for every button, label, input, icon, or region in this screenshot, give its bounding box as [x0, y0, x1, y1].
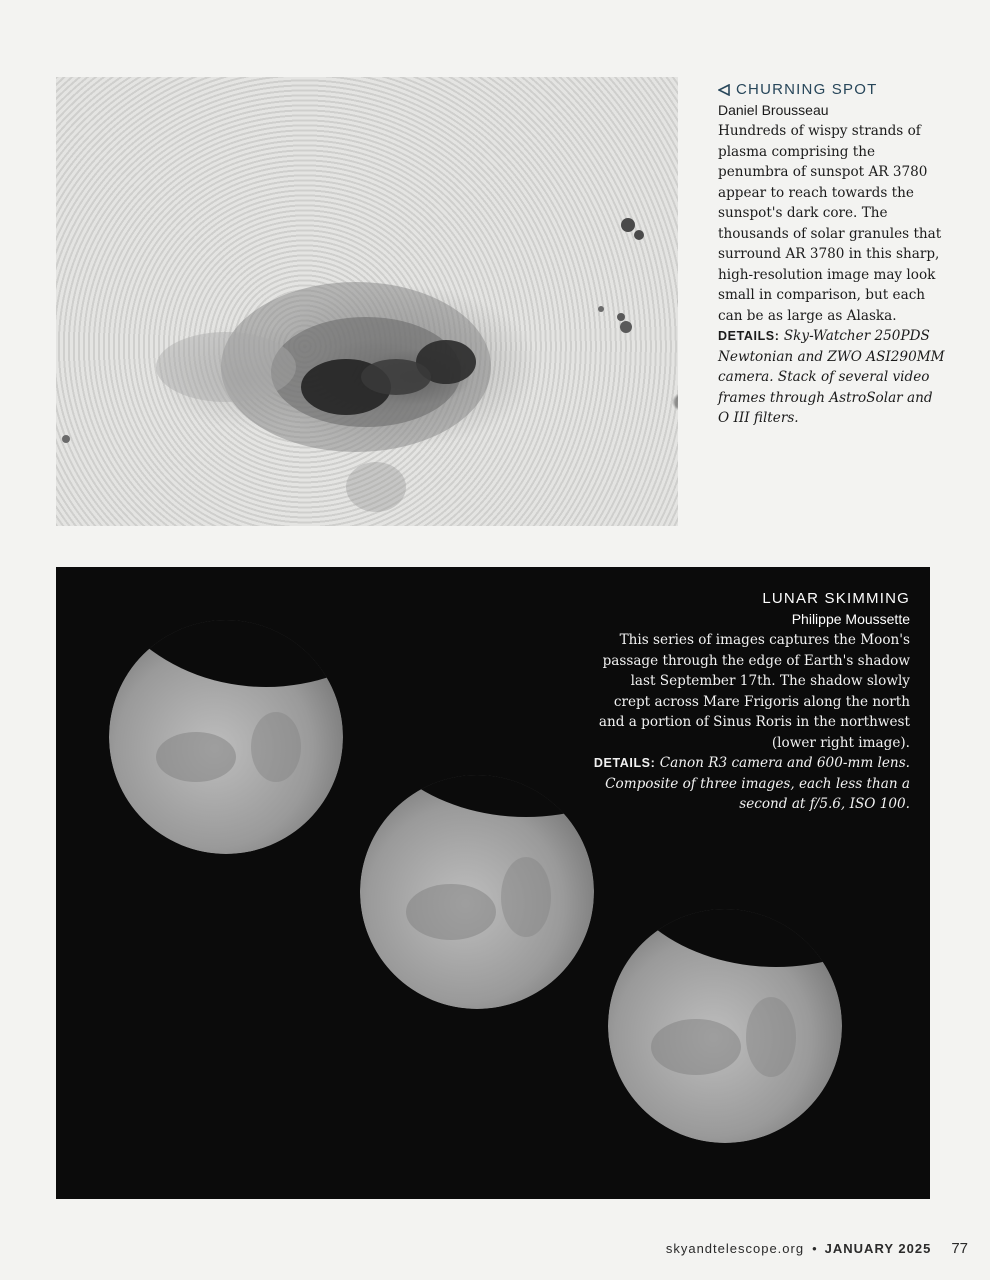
page-number: 77: [951, 1240, 968, 1257]
lunar-skimming-title: LUNAR SKIMMING: [762, 590, 910, 607]
left-triangle-icon: [718, 84, 730, 96]
sunspot-illustration: [56, 77, 678, 526]
moon-1: [86, 567, 446, 854]
churning-spot-details: [718, 326, 948, 429]
lunar-skimming-details-text: Canon R3 camera and 600-mm lens. Composite of three images, each less than a second at f/5.6, ISO 100.: [605, 755, 910, 812]
churning-spot-details-text: Sky-Watcher 250PDS Newtonian and ZWO ASI290MM camera. Stack of several video frames through AstroSolar and O III filters.: [718, 328, 945, 426]
details-label: DETAILS:: [718, 329, 780, 343]
churning-spot-caption: [718, 80, 948, 429]
page-footer: [666, 1240, 968, 1257]
issue-date: JANUARY 2025: [824, 1241, 932, 1256]
churning-spot-title: CHURNING SPOT: [736, 81, 878, 98]
churning-spot-title-row: [718, 80, 948, 100]
lunar-skimming-caption: [590, 589, 910, 815]
churning-spot-author: Daniel Brousseau: [718, 102, 829, 118]
details-label: DETAILS:: [593, 756, 656, 770]
lunar-skimming-author: Philippe Moussette: [791, 611, 910, 627]
lunar-photo: [56, 567, 930, 1199]
lunar-skimming-body: This series of images captures the Moon's passage through the edge of Earth's shadow last September 17th. The shadow slowly crept across Mare Frigoris along the north and a portion of Sinus Roris in the northwest (lower right image).: [598, 632, 910, 751]
churning-spot-body: Hundreds of wispy strands of plasma comprising the penumbra of sunspot AR 3780 appear to reach towards the sunspot's dark core. The thousands of solar granules that surround AR 3780 in this sharp, high-resolution image may look small in comparison, but each can be as large as Alaska.: [718, 123, 942, 324]
sunspot-photo: [56, 77, 678, 526]
website-link[interactable]: skyandtelescope.org: [665, 1241, 805, 1256]
lunar-skimming-details: [590, 753, 910, 815]
footer-separator: •: [812, 1241, 817, 1256]
